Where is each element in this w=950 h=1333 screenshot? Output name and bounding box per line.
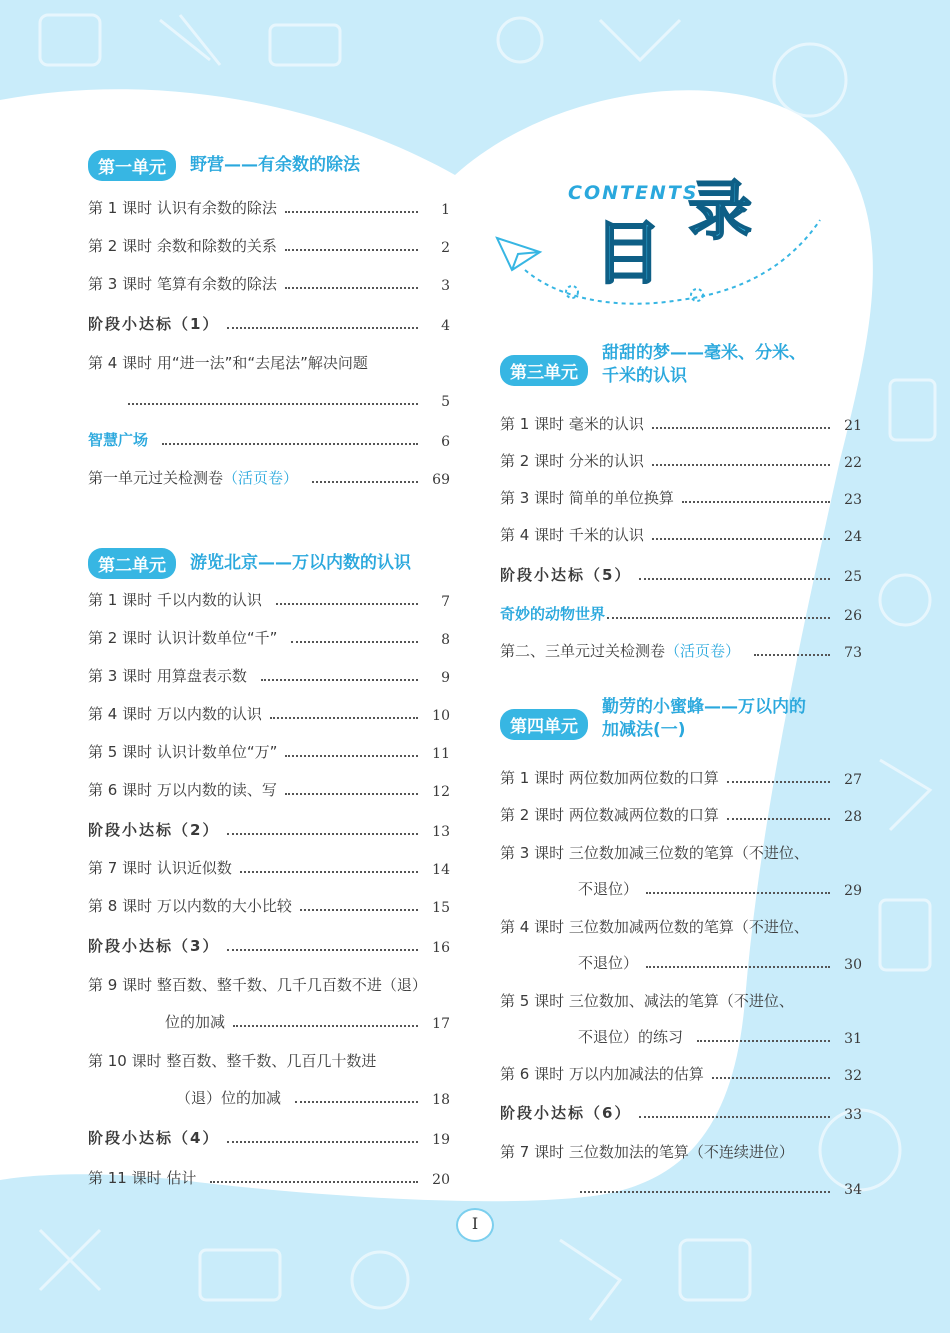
page-number: I [456,1208,494,1242]
toc-entry[interactable]: 奇妙的动物世界 26 [500,605,862,624]
toc-entry[interactable]: 第一单元过关检测卷 （活页卷） 69 [88,469,450,488]
toc-entry[interactable]: 不退位）的练习 31 [578,1028,862,1047]
unit-badge: 第一单元 [88,150,176,181]
toc-entry[interactable]: 第 2 课时 分米的认识 22 [500,452,862,471]
toc-entry-line1[interactable]: 第 7 课时 三位数加法的笔算（不连续进位） [500,1143,794,1161]
toc-entry-line1[interactable]: 第 9 课时 整百数、整千数、几千几百数不进（退） [88,976,427,994]
toc-entry[interactable]: 阶段小达标（2） 13 [88,821,450,840]
toc-entry[interactable]: 第 8 课时 万以内数的大小比较 15 [88,897,450,916]
toc-entry[interactable]: 第 2 课时 认识计数单位“千” 8 [88,629,450,648]
toc-entry[interactable]: 第 1 课时 毫米的认识 21 [500,415,862,434]
toc-entry[interactable]: 第 3 课时 简单的单位换算 23 [500,489,862,508]
toc-entry[interactable]: 智慧广场 6 [88,431,450,450]
title-char-mu: 目 [594,215,663,294]
toc-entry[interactable]: 第 4 课时 万以内数的认识 10 [88,705,450,724]
unit-title: 野营——有余数的除法 [190,155,360,176]
toc-entry-line1[interactable]: 第 10 课时 整百数、整千数、几百几十数进 [88,1052,377,1070]
toc-entry[interactable]: 阶段小达标（5） 25 [500,566,862,585]
toc-entry[interactable]: 阶段小达标（1） 4 [88,315,450,334]
toc-entry[interactable]: 第 11 课时 估计 20 [88,1169,450,1188]
toc-entry-line1[interactable]: 第 4 课时 用“进一法”和“去尾法”解决问题 [88,354,368,372]
unit2-section [88,548,450,579]
toc-entry[interactable]: 5 [128,390,450,410]
unit-title: 游览北京——万以内数的认识 [190,553,411,574]
toc-entry[interactable]: 位的加减 17 [165,1013,450,1032]
unit-title: 勤劳的小蜜蜂——万以内的 加减法(一) [602,697,806,740]
unit1-section [88,150,450,181]
toc-entry[interactable]: 第 1 课时 两位数加两位数的口算 27 [500,769,862,788]
toc-entry[interactable]: 阶段小达标（6） 33 [500,1104,862,1123]
toc-entry[interactable]: 第 5 课时 认识计数单位“万” 11 [88,743,450,762]
toc-entry[interactable]: 第 4 课时 千米的认识 24 [500,526,862,545]
toc-entry[interactable]: 第 2 课时 余数和除数的关系 2 [88,237,450,256]
toc-entry[interactable]: 34 [580,1178,862,1198]
toc-entry[interactable]: 不退位） 30 [578,954,862,973]
toc-entry-line1[interactable]: 第 4 课时 三位数加减两位数的笔算（不进位、 [500,918,809,936]
toc-entry[interactable]: 第 1 课时 千以内数的认识 7 [88,591,450,610]
toc-entry[interactable]: 阶段小达标（3） 16 [88,937,450,956]
toc-entry[interactable]: 第 6 课时 万以内数的读、写 12 [88,781,450,800]
toc-entry-line1[interactable]: 第 3 课时 三位数加减三位数的笔算（不进位、 [500,844,809,862]
title-char-lu: 录 [688,175,752,249]
toc-entry[interactable]: 第 2 课时 两位数减两位数的口算 28 [500,806,862,825]
toc-entry[interactable]: 第 7 课时 认识近似数 14 [88,859,450,878]
unit-badge: 第四单元 [500,709,588,740]
toc-entry[interactable]: 第 6 课时 万以内加减法的估算 32 [500,1065,862,1084]
unit4-section [500,696,864,742]
toc-entry[interactable]: 第 1 课时 认识有余数的除法 1 [88,199,450,218]
unit-badge: 第三单元 [500,355,588,386]
unit-badge: 第二单元 [88,548,176,579]
toc-entry[interactable]: 第 3 课时 用算盘表示数 9 [88,667,450,686]
unit-title: 甜甜的梦——毫米、分米、 千米的认识 [602,343,806,386]
unit3-section [500,342,864,388]
contents-label: CONTENTS [568,182,699,204]
toc-entry[interactable]: 第二、三单元过关检测卷 （活页卷） 73 [500,642,862,661]
toc-entry[interactable]: 阶段小达标（4） 19 [88,1129,450,1148]
unit2-header [88,548,450,579]
toc-entry[interactable]: （退）位的加减 18 [176,1089,450,1108]
toc-entry[interactable]: 不退位） 29 [578,880,862,899]
toc-entry-line1[interactable]: 第 5 课时 三位数加、减法的笔算（不进位、 [500,992,794,1010]
toc-entry[interactable]: 第 3 课时 笔算有余数的除法 3 [88,275,450,294]
unit3-header [500,342,864,388]
unit4-header [500,696,864,742]
unit1-header [88,150,450,181]
